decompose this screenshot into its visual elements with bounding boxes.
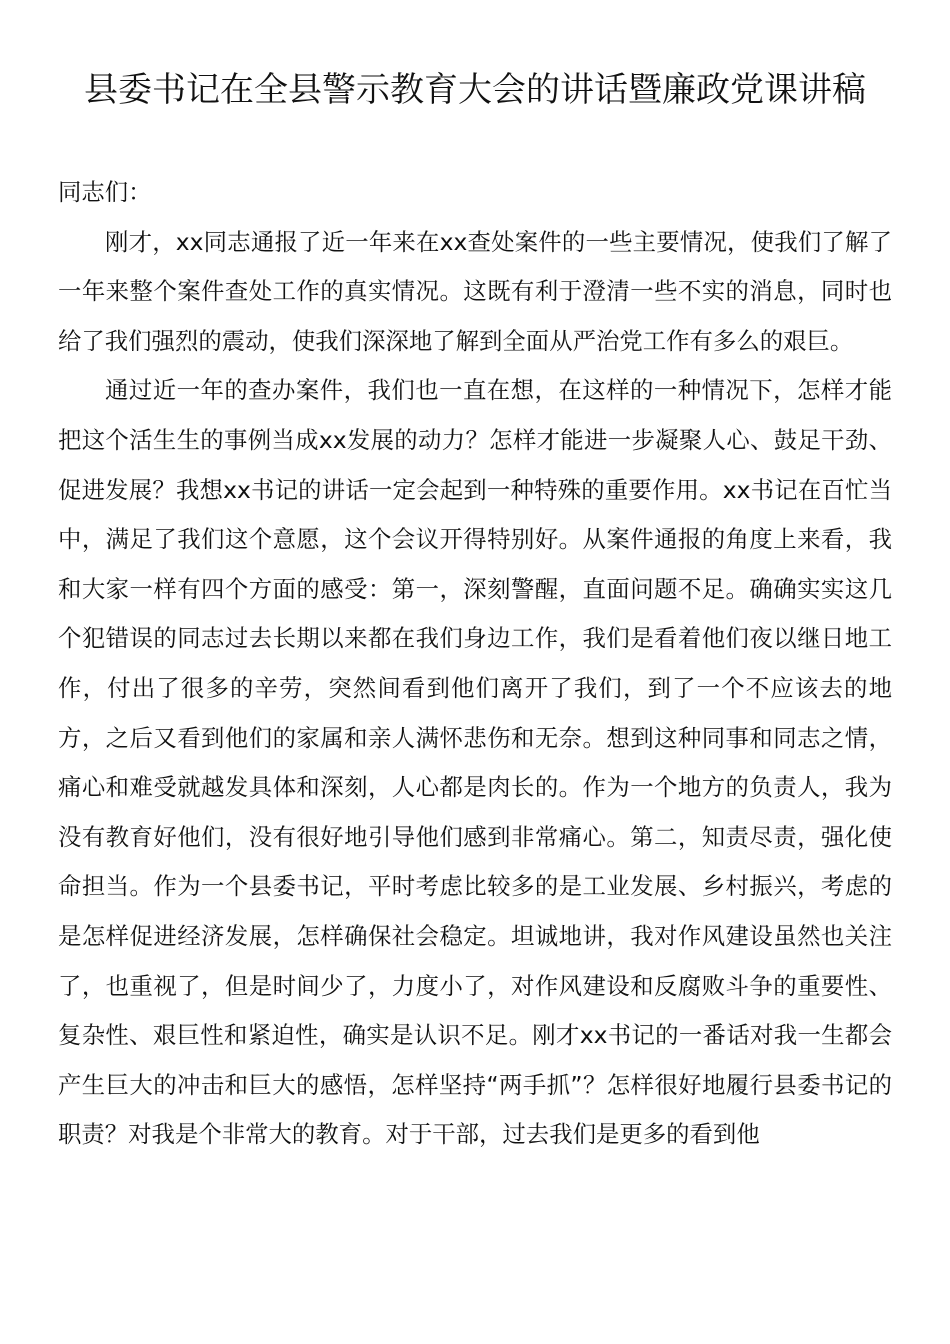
document-title: 县委书记在全县警示教育大会的讲话暨廉政党课讲稿: [84, 70, 866, 110]
salutation: 同志们：: [58, 178, 152, 206]
paragraph-1: 刚才，xx同志通报了近一年来在xx查处案件的一些主要情况，使我们了解了一年来整个案件查处工作的真实情况。这既有利于澄清一些不实的消息，同时也给了我们强烈的震动，使我们深深地了解到全面从严治党工作有多么的艰巨。: [58, 227, 892, 355]
paragraph-2: 通过近一年的查办案件，我们也一直在想，在这样的一种情况下，怎样才能把这个活生生的事例当成xx发展的动力？怎样才能进一步凝聚人心、鼓足干劲、促进发展？我想xx书记的讲话一定会起到一种特殊的重要作用。xx书记在百忙当中，满足了我们这个意愿，这个会议开得特别好。从案件通报的角度上来看，我和大家一样有四个方面的感受：第一，深刻警醒，直面问题不足。确确实实这几个犯错误的同志过去长期以来都在我们身边工作，我们是看着他们夜以继日地工作，付出了很多的辛劳，突然间看到他们离开了我们，到了一个不应该去的地方，之后又看到他们的家属和亲人满怀悲伤和无奈。想到这种同事和同志之情，痛心和难受就越发具体和深刻，人心都是肉长的。作为一个地方的负责人，我为没有教育好他们，没有很好地引导他们感到非常痛心。第二，知责尽责，强化使命担当。作为一个县委书记，平时考虑比较多的是工业发展、乡村振兴，考虑的是怎样促进经济发展，怎样确保社会稳定。坦诚地讲，我对作风建设虽然也关注了，也重视了，但是时间少了，力度小了，对作风建设和反腐败斗争的重要性、复杂性、艰巨性和紧迫性，确实是认识不足。刚才xx书记的一番话对我一生都会产生巨大的冲击和巨大的感悟，怎样坚持“两手抓”？怎样很好地履行县委书记的职责？对我是个非常大的教育。对于干部，过去我们是更多的看到他: [58, 376, 892, 1149]
document-body: [58, 168, 892, 1160]
